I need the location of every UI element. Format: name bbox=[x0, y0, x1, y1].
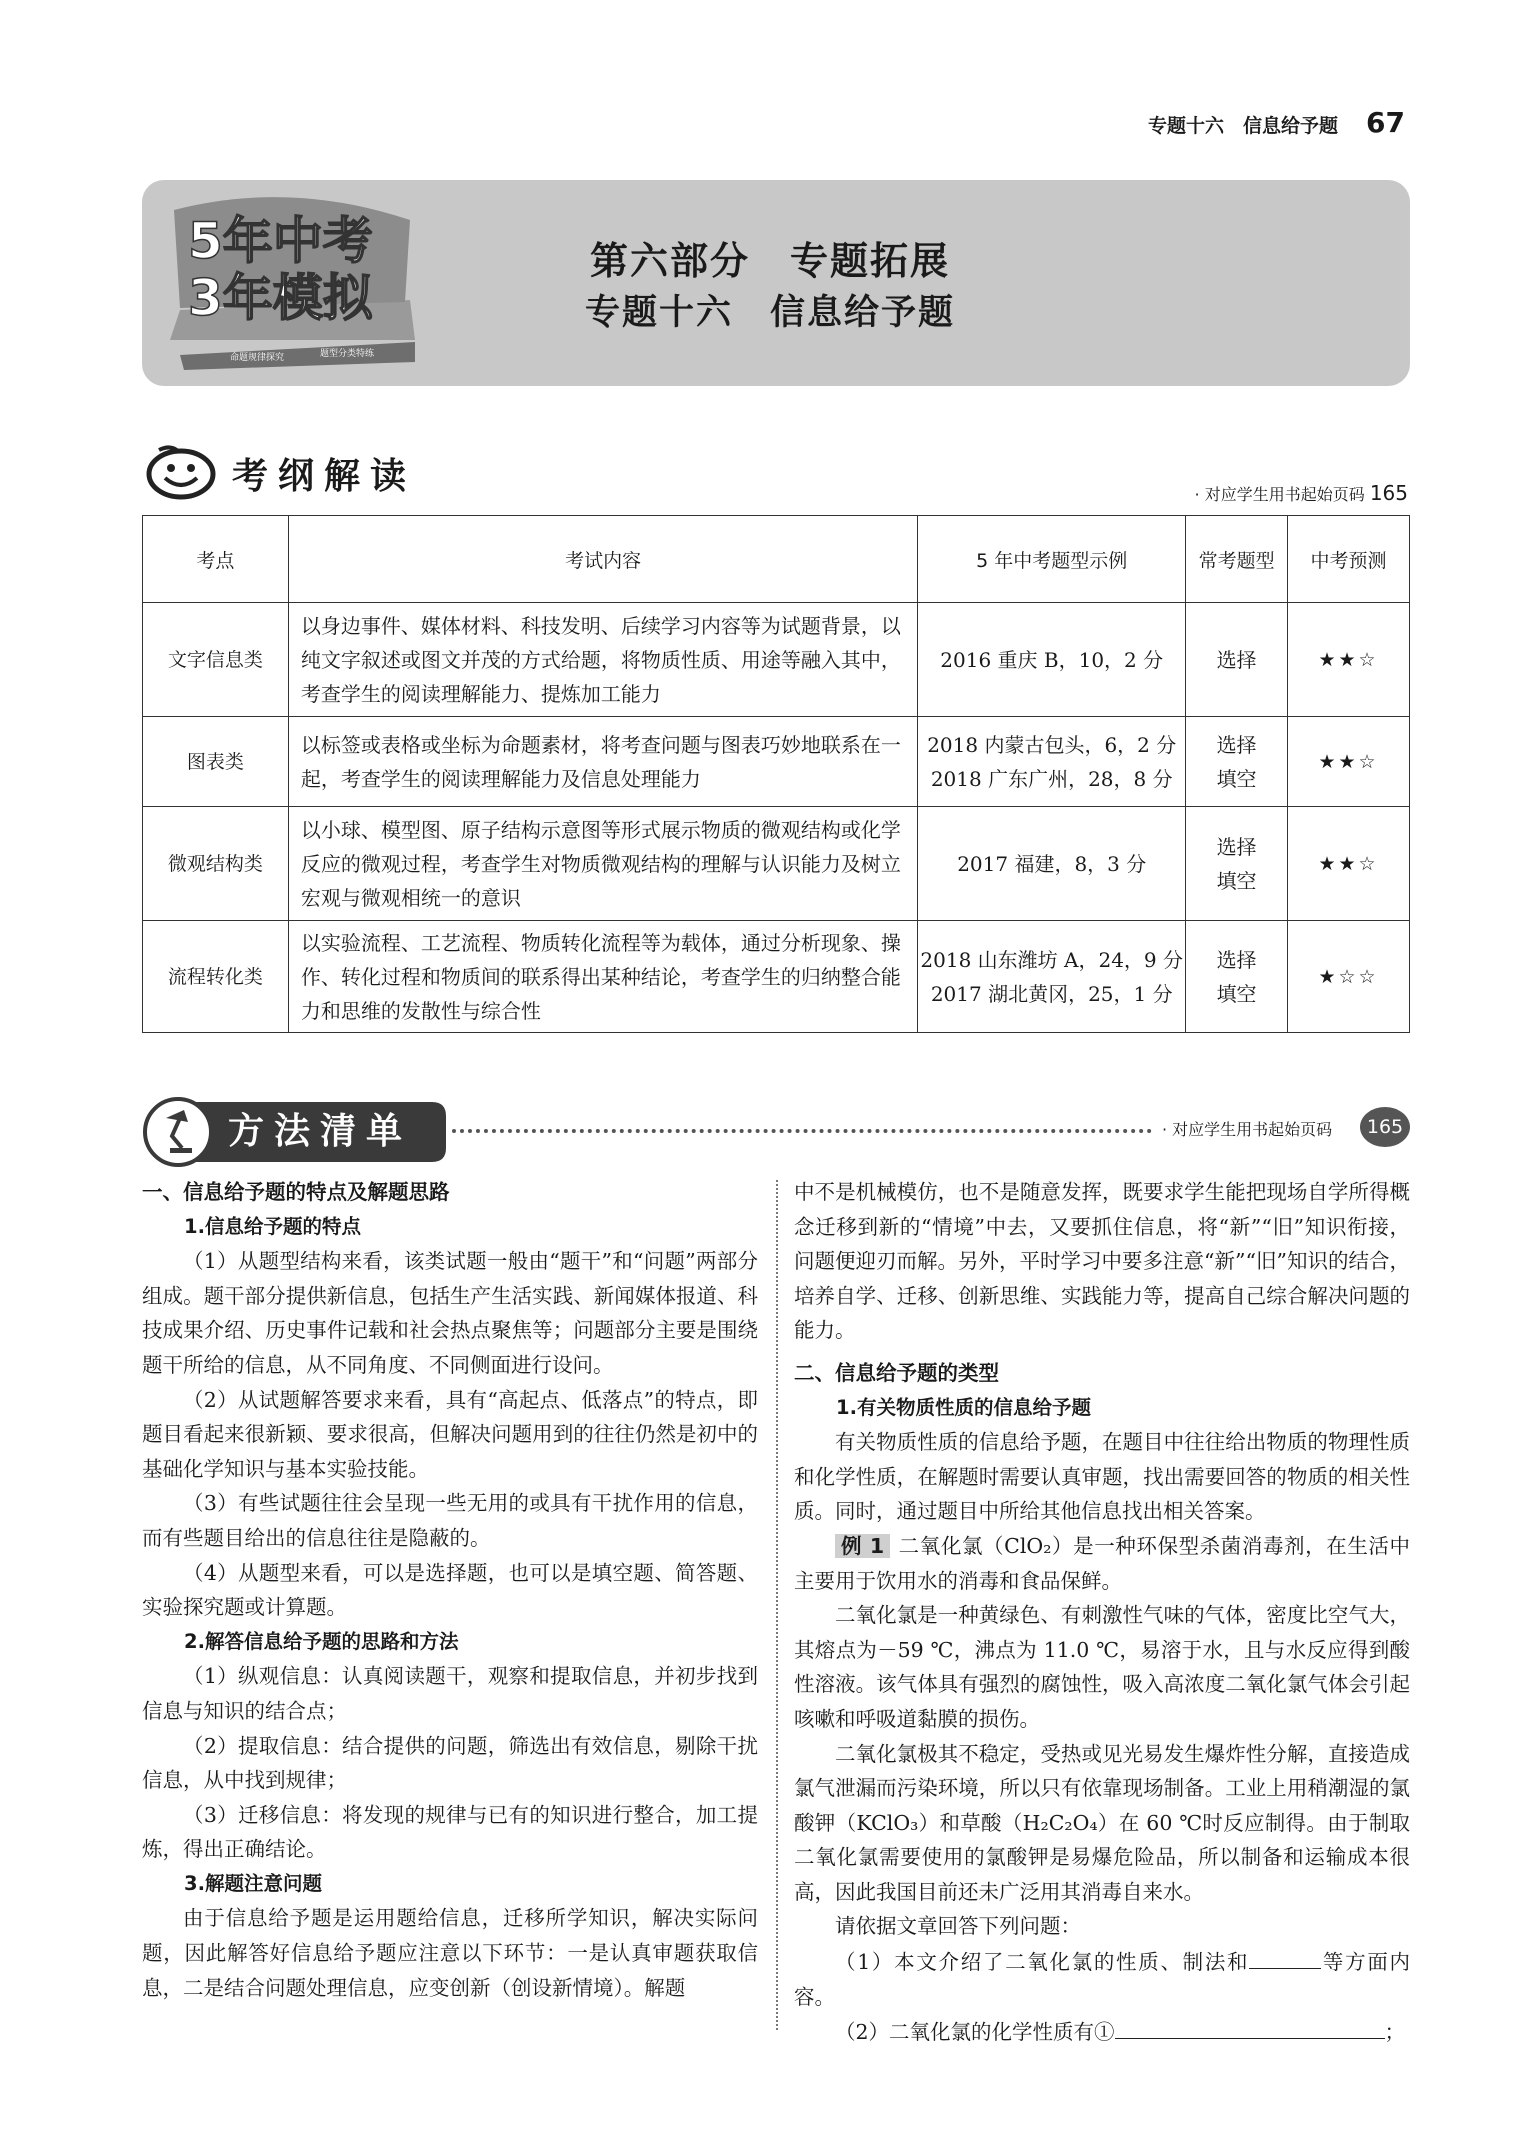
paragraph: （3）有些试题往往会呈现一些无用的或具有干扰作用的信息，而有些题目给出的信息往往是隐蔽的。 bbox=[142, 1491, 758, 1550]
example-item: 2018 广东广州，28，8 分 bbox=[930, 766, 1173, 791]
paragraph: （3）迁移信息：将发现的规律与已有的知识进行整合，加工提炼，得出正确结论。 bbox=[142, 1802, 758, 1862]
page-number: 67 bbox=[1366, 106, 1405, 139]
question-1 bbox=[794, 1944, 1410, 2014]
logo-line2: 3年模拟 bbox=[188, 269, 373, 327]
section-ref-page: 165 bbox=[1360, 1107, 1410, 1147]
paragraph: 中不是机械模仿，也不是随意发挥，既要求学生能把现场自学所得概念迁移到新的“情境”中去，又要抓住信息，将“新”“旧”知识衔接，问题便迎刃而解。另外，平时学习中要多注意“新”“旧”知识的结合，培养自学、迁移、创新思维、实践能力等，提高自己综合解决问题的能力。 bbox=[794, 1180, 1410, 1343]
table-row bbox=[143, 921, 1410, 1033]
paragraph: 有关物质性质的信息给予题，在题目中往往给出物质的物理性质和化学性质，在解题时需要认真审题，找出需要回答的物质的相关性质。同时，通过题目中所给其他信息找出相关答案。 bbox=[794, 1430, 1410, 1524]
table-row bbox=[143, 807, 1410, 921]
type-item: 填空 bbox=[1216, 981, 1257, 1006]
column-divider bbox=[776, 1180, 778, 2030]
example-text: 二氧化氯（ClO₂）是一种环保型杀菌消毒剂，在生活中主要用于饮用水的消毒和食品保鲜。 bbox=[794, 1533, 1411, 1593]
question-text: ； bbox=[1384, 2020, 1406, 2045]
type-item: 填空 bbox=[1216, 766, 1257, 791]
column-header: 考点 bbox=[143, 516, 289, 603]
paragraph: （1）纵观信息：认真阅读题干，观察和提取信息，并初步找到信息与知识的结合点； bbox=[142, 1664, 758, 1723]
table-row bbox=[143, 717, 1410, 807]
smiley-icon bbox=[145, 442, 217, 500]
subheading: 3.解题注意问题 bbox=[184, 1871, 322, 1895]
content-cell: 以实验流程、工艺流程、物质转化流程等为载体，通过分析现象、操作、转化过程和物质间的联系得出某种结论，考查学生的归纳整合能力和思维的发散性与综合性 bbox=[288, 921, 917, 1033]
ref-label: · 对应学生用书起始页码 bbox=[1194, 485, 1365, 504]
types-cell bbox=[1186, 921, 1288, 1033]
section-ref-label: · 对应学生用书起始页码 bbox=[1162, 1120, 1333, 1139]
answer-blank[interactable] bbox=[1249, 1944, 1321, 1969]
content-cell: 以身边事件、媒体材料、科技发明、后续学习内容等为试题背景，以纯文字叙述或图文并茂的方式给题，将物质性质、用途等融入其中，考查学生的阅读理解能力、提炼加工能力 bbox=[288, 603, 917, 717]
column-header: 中考预测 bbox=[1288, 516, 1410, 603]
exam-outline-table bbox=[142, 515, 1410, 1033]
example-item: 2017 湖北黄冈，25，1 分 bbox=[930, 981, 1173, 1006]
dotted-leader bbox=[452, 1129, 1152, 1133]
type-item: 选择 bbox=[1216, 732, 1257, 757]
section-title-exam-outline: 考纲解读 bbox=[232, 456, 417, 497]
type-item: 选择 bbox=[1216, 834, 1257, 859]
paragraph: （1）从题型结构来看，该类试题一般由“题干”和“问题”两部分组成。题干部分提供新信息，包括生产生活实践、新闻媒体报道、科技成果介绍、历史事件记载和社会热点聚焦等；问题部分主要是围绕题干所给的信息，从不同角度、不同侧面进行设问。 bbox=[142, 1249, 758, 1377]
category-cell: 图表类 bbox=[143, 717, 289, 807]
type-item: 填空 bbox=[1216, 868, 1257, 893]
banner-subtitle: 专题十六 信息给予题 bbox=[584, 293, 955, 333]
logo-small-1: 命题规律探究 bbox=[230, 353, 285, 363]
examples-cell bbox=[918, 921, 1186, 1033]
heading: 一、信息给予题的特点及解题思路 bbox=[142, 1180, 450, 1204]
category-cell: 流程转化类 bbox=[143, 921, 289, 1033]
types-cell bbox=[1186, 807, 1288, 921]
right-column bbox=[794, 1175, 1410, 2050]
subheading: 1.有关物质性质的信息给予题 bbox=[836, 1395, 1091, 1419]
examples-cell bbox=[918, 717, 1186, 807]
types-cell bbox=[1186, 603, 1288, 717]
heading: 二、信息给予题的类型 bbox=[794, 1360, 999, 1385]
examples-cell bbox=[918, 807, 1186, 921]
subheading: 1.信息给予题的特点 bbox=[184, 1214, 361, 1238]
paragraph: 由于信息给予题是运用题给信息，迁移所学知识，解决实际问题，因此解答好信息给予题应注意以下环节：一是认真审题获取信息，二是结合问题处理信息，应变创新（创设新情境）。解题 bbox=[142, 1906, 758, 2000]
example-paragraph bbox=[794, 1529, 1410, 1598]
question-text: （1）本文介绍了二氧化氯的性质、制法和 bbox=[835, 1950, 1250, 1975]
book-logo bbox=[160, 190, 430, 380]
paragraph: 请依据文章回答下列问题： bbox=[835, 1914, 1081, 1939]
example-item: 2018 山东潍坊 A，24，9 分 bbox=[920, 947, 1184, 972]
category-cell: 文字信息类 bbox=[143, 603, 289, 717]
paragraph: （2）从试题解答要求来看，具有“高起点、低落点”的特点，即题目看起来很新颖、要求很高，但解决问题用到的往往仍然是初中的基础化学知识与基本实验技能。 bbox=[142, 1387, 758, 1481]
question-2 bbox=[794, 2014, 1410, 2050]
section-title-method-list: 方法清单 bbox=[228, 1111, 413, 1152]
table-row bbox=[143, 603, 1410, 717]
type-item: 选择 bbox=[1216, 647, 1257, 672]
question-text: 等方面内容。 bbox=[794, 1950, 1411, 2009]
example-item: 2017 福建，8，3 分 bbox=[957, 851, 1147, 876]
types-cell bbox=[1186, 717, 1288, 807]
logo-line1: 5年中考 bbox=[188, 212, 373, 270]
question-text: （2）二氧化氯的化学性质有① bbox=[835, 2020, 1115, 2045]
paragraph: （4）从题型来看，可以是选择题，也可以是填空题、简答题、实验探究题或计算题。 bbox=[142, 1560, 758, 1620]
section-ref bbox=[1195, 481, 1408, 505]
banner-title: 第六部分 专题拓展 bbox=[589, 239, 950, 283]
prediction-stars: ★☆☆ bbox=[1288, 921, 1410, 1033]
column-header: 常考题型 bbox=[1186, 516, 1288, 603]
column-header: 5 年中考题型示例 bbox=[918, 516, 1186, 603]
ref-page: 165 bbox=[1369, 481, 1408, 505]
content-cell: 以小球、模型图、原子结构示意图等形式展示物质的微观结构或化学反应的微观过程，考查学生对物质微观结构的理解与认识能力及树立宏观与微观相统一的意识 bbox=[288, 807, 917, 921]
running-header bbox=[1148, 106, 1405, 139]
column-header: 考试内容 bbox=[288, 516, 917, 603]
example-item: 2016 重庆 B，10，2 分 bbox=[940, 647, 1164, 672]
table-header-row bbox=[143, 516, 1410, 603]
prediction-stars: ★★☆ bbox=[1288, 807, 1410, 921]
running-header-title: 专题十六 信息给予题 bbox=[1148, 115, 1339, 137]
answer-blank[interactable] bbox=[1115, 2014, 1385, 2039]
paragraph: 二氧化氯极其不稳定，受热或见光易发生爆炸性分解，直接造成氯气泄漏而污染环境，所以只有依靠现场制备。工业上用稍潮湿的氯酸钾（KClO₃）和草酸（H₂C₂O₄）在 60 ℃时反应制得。由于制取二氧化氯需要使用的氯酸钾是易爆危险品，所以制备和运输成本很高，因此我国目前还未广泛用其消毒自来水。 bbox=[794, 1741, 1410, 1904]
example-label: 例 1 bbox=[835, 1534, 890, 1558]
logo-small-2: 题型分类特练 bbox=[320, 349, 375, 359]
subheading: 2.解答信息给予题的思路和方法 bbox=[184, 1629, 459, 1653]
prediction-stars: ★★☆ bbox=[1288, 717, 1410, 807]
paragraph: 二氧化氯是一种黄绿色、有刺激性气味的气体，密度比空气大，其熔点为－59 ℃，沸点为 11.0 ℃，易溶于水，且与水反应得到酸性溶液。该气体具有强烈的腐蚀性，吸入高浓度二氧化氯气体会引起咳嗽和呼吸道黏膜的损伤。 bbox=[794, 1603, 1410, 1731]
content-cell: 以标签或表格或坐标为命题素材，将考查问题与图表巧妙地联系在一起，考查学生的阅读理解能力及信息处理能力 bbox=[288, 717, 917, 807]
paragraph: （2）提取信息：结合提供的问题，筛选出有效信息，剔除干扰信息，从中找到规律； bbox=[142, 1733, 758, 1793]
category-cell: 微观结构类 bbox=[143, 807, 289, 921]
example-item: 2018 内蒙古包头，6，2 分 bbox=[927, 732, 1177, 757]
examples-cell bbox=[918, 603, 1186, 717]
prediction-stars: ★★☆ bbox=[1288, 603, 1410, 717]
left-column bbox=[142, 1175, 758, 2005]
type-item: 选择 bbox=[1216, 947, 1257, 972]
